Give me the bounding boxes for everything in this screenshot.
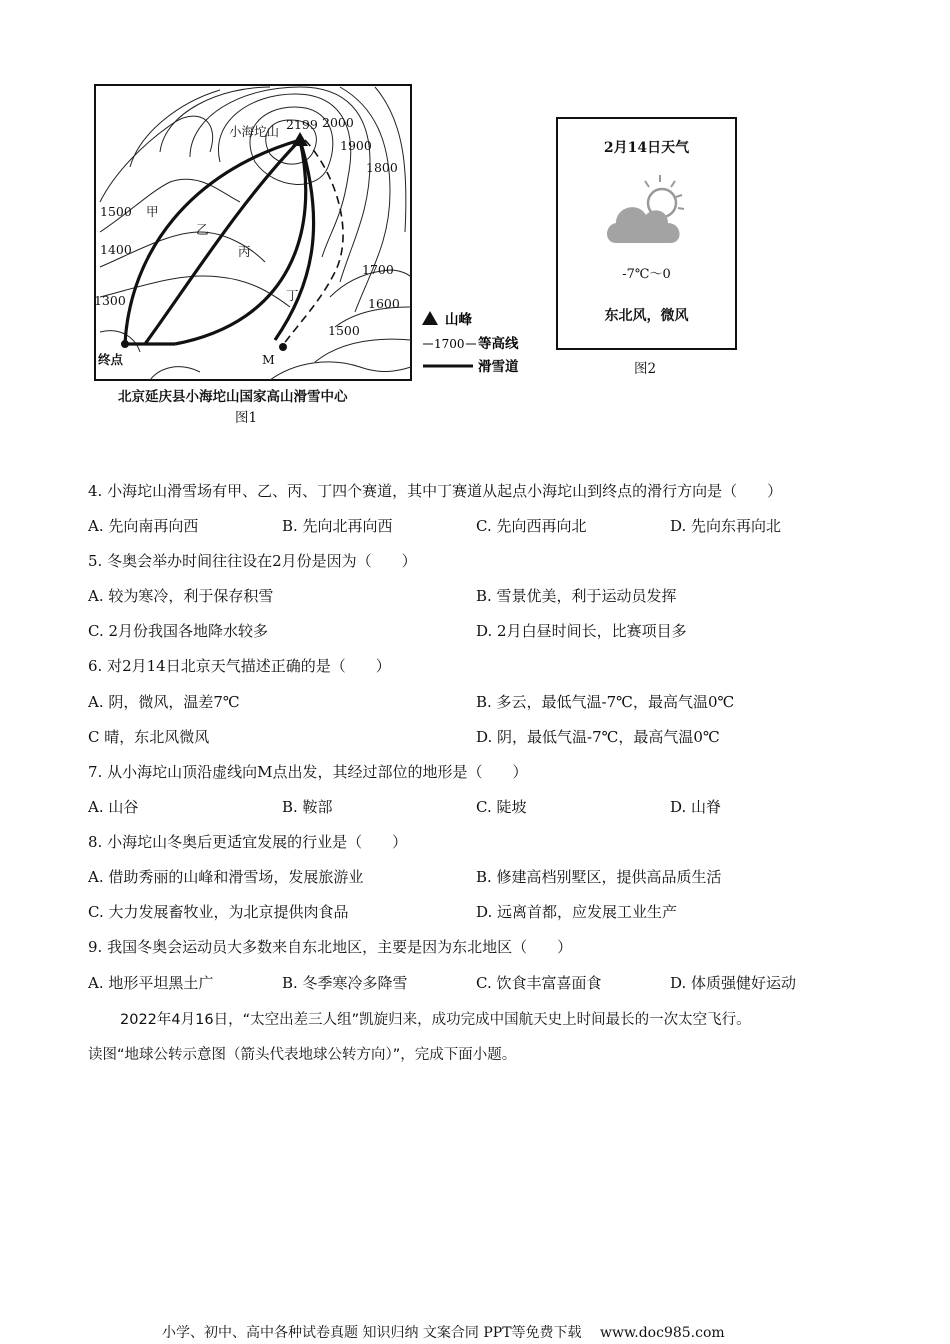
question-6-option-b: B. 多云，最低气温-7℃，最高气温0℃ [476, 693, 735, 711]
question-7-option-d: D. 山脊 [670, 798, 722, 816]
weather-wind: 东北风，微风 [604, 308, 689, 324]
peak-name-label: 小海坨山 [229, 124, 280, 139]
contour-label: 1800 [366, 160, 398, 175]
figure1-caption-title: 北京延庆县小海坨山国家高山滑雪中心 [118, 389, 348, 405]
question-5-option-c: C. 2月份我国各地降水较多 [88, 622, 269, 640]
question-8-option-d: D. 远离首都，应发展工业生产 [476, 903, 678, 921]
point-m-label: M [262, 352, 275, 367]
peak-triangle-icon [292, 132, 308, 146]
question-9-stem: 9. 我国冬奥会运动员大多数来自东北地区，主要是因为东北地区（ ） [88, 938, 573, 956]
finish-point [121, 340, 129, 348]
question-4-stem: 4. 小海坨山滑雪场有甲、乙、丙、丁四个赛道，其中丁赛道从起点小海坨山到终点的滑行方向是（ ） [88, 482, 783, 500]
passage-line-2: 读图“地球公转示意图（箭头代表地球公转方向）”，完成下面小题。 [88, 1047, 517, 1063]
question-9-option-d: D. 体质强健好运动 [670, 974, 797, 992]
question-9-option-b: B. 冬季寒冷多降雪 [282, 974, 408, 992]
contour-map [90, 82, 530, 382]
question-6-option-d: D. 阴，最低气温-7℃，最高气温0℃ [476, 728, 720, 746]
question-5-option-d: D. 2月白昼时间长，比赛项目多 [476, 622, 687, 640]
point-m-dot [279, 343, 287, 351]
run-label-yi: 乙 [196, 222, 209, 237]
question-8-option-b: B. 修建高档别墅区，提供高品质生活 [476, 868, 722, 886]
question-7-option-b: B. 鞍部 [282, 798, 333, 816]
legend-contour-value: 1700 [434, 337, 465, 351]
question-5-option-a: A. 较为寒冷，利于保存积雪 [88, 587, 274, 605]
question-7-option-c: C. 陡坡 [476, 798, 527, 816]
question-4-option-a: A. 先向南再向西 [88, 517, 199, 535]
contour-label: 1300 [94, 293, 126, 308]
cloudy-sun-icon [602, 173, 692, 249]
contour-label: 1900 [340, 138, 372, 153]
passage-line-1: 2022年4月16日，“太空出差三人组”凯旋归来，成功完成中国航天史上时间最长的一次太空飞行。 [120, 1012, 751, 1028]
question-8-stem: 8. 小海坨山冬奥后更适宜发展的行业是（ ） [88, 833, 408, 851]
ski-runs [125, 140, 314, 344]
finish-label: 终点 [98, 352, 124, 367]
figure2-caption: 图2 [634, 361, 657, 377]
legend-contour-text: 等高线 [478, 336, 519, 352]
contour-label: 1700 [362, 262, 394, 277]
run-bing [175, 140, 306, 344]
run-label-jia: 甲 [146, 204, 159, 219]
contour-label: 2000 [322, 115, 354, 130]
question-9-option-a: A. 地形平坦黑土广 [88, 974, 214, 992]
question-8-option-c: C. 大力发展畜牧业，为北京提供肉食品 [88, 903, 349, 921]
question-7-option-a: A. 山谷 [88, 798, 139, 816]
peak-elevation-label: 2199 [286, 117, 318, 132]
weather-card [556, 117, 737, 350]
question-6-option-c: C 晴，东北风微风 [88, 728, 210, 746]
question-8-option-a: A. 借助秀丽的山峰和滑雪场，发展旅游业 [88, 868, 364, 886]
legend-peak-icon [422, 311, 438, 325]
contour-label: 1500 [328, 323, 360, 338]
question-6-option-a: A. 阴，微风，温差7℃ [88, 693, 240, 711]
run-label-bing: 丙 [238, 244, 251, 259]
run-yi [145, 140, 300, 344]
page-footer: 小学、初中、高中各种试卷真题 知识归纳 文案合同 PPT等免费下载 www.doc985.com [162, 1325, 725, 1341]
legend-ski-run-text: 滑雪道 [478, 359, 519, 375]
question-5-option-b: B. 雪景优美，利于运动员发挥 [476, 587, 677, 605]
contour-label: 1600 [368, 296, 400, 311]
question-4-option-c: C. 先向西再向北 [476, 517, 587, 535]
run-ding [275, 140, 314, 340]
run-label-ding: 丁 [286, 288, 299, 303]
weather-temperature: -7℃～0 [622, 267, 671, 282]
question-4-option-b: B. 先向北再向西 [282, 517, 393, 535]
contour-label: 1500 [100, 204, 132, 219]
weather-date-title: 2月14日天气 [603, 140, 690, 156]
question-5-stem: 5. 冬奥会举办时间往往设在2月份是因为（ ） [88, 552, 417, 570]
map-legend [422, 311, 519, 375]
figure1-caption-number: 图1 [235, 410, 258, 426]
question-6-stem: 6. 对2月14日北京天气描述正确的是（ ） [88, 657, 391, 675]
question-4-option-d: D. 先向东再向北 [670, 517, 782, 535]
legend-peak-text: 山峰 [445, 312, 472, 328]
question-7-stem: 7. 从小海坨山顶沿虚线向M点出发，其经过部位的地形是（ ） [88, 763, 528, 781]
question-9-option-c: C. 饮食丰富喜面食 [476, 974, 602, 992]
contour-label: 1400 [100, 242, 132, 257]
